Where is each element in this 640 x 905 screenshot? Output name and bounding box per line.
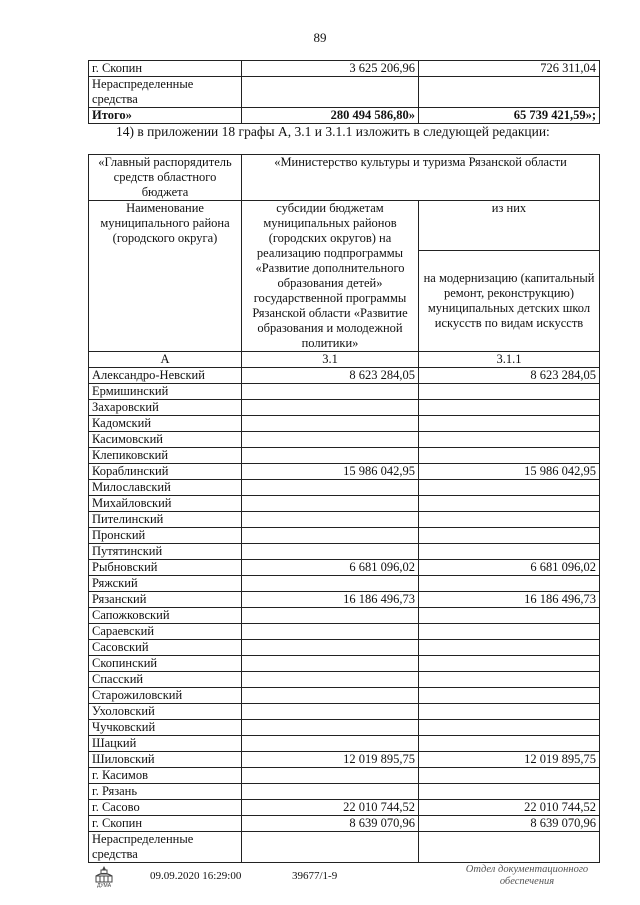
row-value-cell: 8 623 284,05 [242,368,419,384]
row-value-cell [419,448,600,464]
row-value-cell [419,77,600,108]
row-value-cell: 8 639 070,96 [419,816,600,832]
row-value-cell [419,688,600,704]
col-code-311: 3.1.1 [419,352,600,368]
table-row [89,592,600,608]
row-value-cell [242,784,419,800]
row-name-cell: Сараевский [89,624,242,640]
row-value-cell [242,384,419,400]
row-name-cell: Шиловский [89,752,242,768]
top-table-body [89,61,600,124]
row-value-cell [242,608,419,624]
table-row [89,400,600,416]
row-value-cell: 16 186 496,73 [419,592,600,608]
row-name-cell: Сасовский [89,640,242,656]
table-row [89,816,600,832]
row-name-cell: Рыбновский [89,560,242,576]
row-name-cell: Ухоловский [89,704,242,720]
duma-logo-icon [92,864,116,888]
row-value-cell [242,688,419,704]
table-row [89,512,600,528]
row-value-cell [419,528,600,544]
main-table [88,154,600,863]
row-name-cell: Итого» [89,108,242,124]
row-value-cell: 6 681 096,02 [242,560,419,576]
header-ministry: «Министерство культуры и туризма Рязанской области [242,155,600,201]
row-value-cell [419,624,600,640]
row-value-cell [242,624,419,640]
amendment-paragraph [88,124,599,139]
table-row [89,496,600,512]
row-value-cell: 22 010 744,52 [419,800,600,816]
row-name-cell: г. Рязань [89,784,242,800]
table-row [89,480,600,496]
table-row [89,77,600,108]
row-value-cell [419,704,600,720]
row-value-cell [419,832,600,863]
row-value-cell [419,480,600,496]
row-value-cell [242,576,419,592]
table-row [89,608,600,624]
row-value-cell [419,768,600,784]
stamp-department: Отдел документационного обеспечения [465,864,589,887]
row-value-cell [419,544,600,560]
main-table-body [89,368,600,863]
row-name-cell: г. Скопин [89,61,242,77]
table-row [89,768,600,784]
row-value-cell: 6 681 096,02 [419,560,600,576]
row-value-cell [419,576,600,592]
row-name-cell: Александро-Невский [89,368,242,384]
row-value-cell [242,672,419,688]
stamp-date: 09.09.2020 16:29:00 [150,870,242,882]
row-value-cell: 15 986 042,95 [242,464,419,480]
row-value-cell [242,832,419,863]
row-value-cell [242,528,419,544]
col-311-title: на модернизацию (капитальный ремонт, реконструкцию) муниципальных детских школ искусств по видам искусств [419,250,600,351]
row-value-cell: 8 639 070,96 [242,816,419,832]
row-name-cell: Кадомский [89,416,242,432]
col-311-top: из них [419,201,600,251]
row-value-cell: 15 986 042,95 [419,464,600,480]
col-31-title: субсидии бюджетам муниципальных районов (городских округов) на реализацию подпрограммы «Развитие дополнительного образования детей» государственной программы Рязанской области «Развитие образования и молодежной политики» [242,201,419,352]
header-row-codes [89,352,600,368]
table-row [89,624,600,640]
row-value-cell [242,768,419,784]
table-row [89,528,600,544]
row-value-cell: 16 186 496,73 [242,592,419,608]
row-name-cell: г. Касимов [89,768,242,784]
row-name-cell: Клепиковский [89,448,242,464]
table-row [89,784,600,800]
row-value-cell: 12 019 895,75 [242,752,419,768]
row-value-cell [242,400,419,416]
footer [0,864,640,894]
table-row [89,544,600,560]
row-name-cell: Рязанский [89,592,242,608]
row-name-cell: Скопинский [89,656,242,672]
row-name-cell: Захаровский [89,400,242,416]
row-value-cell: 65 739 421,59»; [419,108,600,124]
row-value-cell [419,400,600,416]
table-row [89,464,600,480]
row-value-cell [242,704,419,720]
row-name-cell: Чучковский [89,720,242,736]
row-name-cell: Шацкий [89,736,242,752]
row-name-cell: Кораблинский [89,464,242,480]
col-a-title: Наименование муниципального района (городского округа) [89,201,242,352]
row-value-cell [242,432,419,448]
row-value-cell [419,608,600,624]
row-value-cell [242,480,419,496]
row-name-cell: Старожиловский [89,688,242,704]
row-name-cell: Ряжский [89,576,242,592]
table-row [89,368,600,384]
row-value-cell [242,544,419,560]
row-name-cell: Милославский [89,480,242,496]
table-row [89,432,600,448]
table-row [89,672,600,688]
row-value-cell [242,512,419,528]
stamp-doc-number: 39677/1-9 [292,870,338,882]
row-value-cell: 12 019 895,75 [419,752,600,768]
row-value-cell: 8 623 284,05 [419,368,600,384]
svg-text:ДУМА: ДУМА [96,883,112,888]
table-row [89,576,600,592]
row-value-cell: 22 010 744,52 [242,800,419,816]
table-row [89,448,600,464]
top-table [88,60,600,124]
header-row-columns-top [89,201,600,251]
row-name-cell: Путятинский [89,544,242,560]
row-value-cell [419,736,600,752]
row-value-cell [242,656,419,672]
row-name-cell: г. Скопин [89,816,242,832]
col-code-31: 3.1 [242,352,419,368]
row-value-cell [242,640,419,656]
header-row-distributor [89,155,600,201]
row-name-cell: г. Сасово [89,800,242,816]
table-row [89,752,600,768]
row-value-cell [242,720,419,736]
table-row [89,384,600,400]
table-row [89,416,600,432]
page-number: 89 [313,30,327,45]
row-name-cell: Нераспределенные средства [89,77,242,108]
row-value-cell [419,672,600,688]
table-row [89,108,600,124]
row-name-cell: Ермишинский [89,384,242,400]
row-value-cell [419,496,600,512]
table-row [89,688,600,704]
row-value-cell [419,432,600,448]
row-value-cell [242,736,419,752]
table-row [89,832,600,863]
row-value-cell [419,720,600,736]
row-name-cell: Касимовский [89,432,242,448]
row-value-cell [419,512,600,528]
row-name-cell: Нераспределенные средства [89,832,242,863]
row-value-cell [419,784,600,800]
table-row [89,800,600,816]
row-name-cell: Пронский [89,528,242,544]
table-row [89,560,600,576]
row-value-cell: 726 311,04 [419,61,600,77]
header-distributor: «Главный распорядитель средств областного бюджета [89,155,242,201]
row-value-cell: 280 494 586,80» [242,108,419,124]
col-code-a: А [89,352,242,368]
amendment-text: 14) в приложении 18 графы А, 3.1 и 3.1.1 изложить в следующей редакции: [116,124,550,139]
row-value-cell [242,448,419,464]
row-value-cell [419,656,600,672]
row-value-cell [419,384,600,400]
table-row [89,640,600,656]
table-row [89,736,600,752]
row-name-cell: Михайловский [89,496,242,512]
row-value-cell [242,496,419,512]
row-name-cell: Сапожковский [89,608,242,624]
row-value-cell: 3 625 206,96 [242,61,419,77]
row-value-cell [242,416,419,432]
table-row [89,656,600,672]
row-name-cell: Пителинский [89,512,242,528]
table-row [89,704,600,720]
row-value-cell [419,640,600,656]
row-value-cell [419,416,600,432]
row-value-cell [242,77,419,108]
table-row [89,720,600,736]
table-row [89,61,600,77]
row-name-cell: Спасский [89,672,242,688]
